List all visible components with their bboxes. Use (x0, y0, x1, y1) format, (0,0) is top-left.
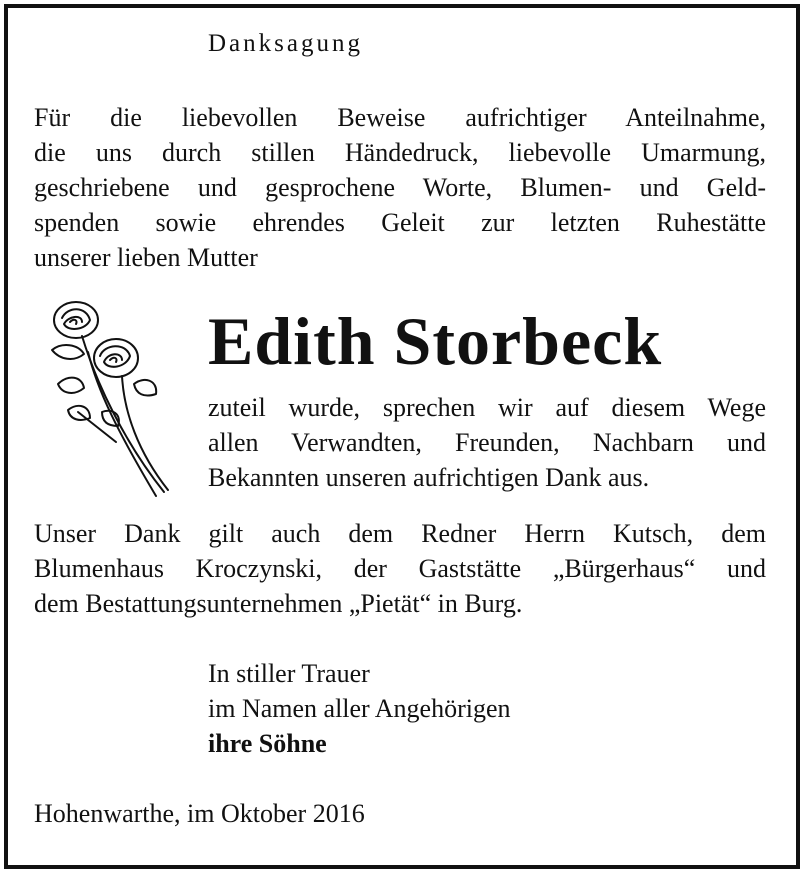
signoff (208, 656, 511, 761)
heading: Danksagung (208, 30, 363, 57)
signoff-line: In stiller Trauer (208, 659, 370, 688)
after-name-line: Bekannten unseren aufrichtigen Dank aus. (208, 463, 650, 492)
after-name-line: allen Verwandten, Freunden, Nachbarn und (208, 428, 766, 457)
intro-line: Für die liebevollen Beweise aufrichtiger Anteilnahme, (34, 103, 766, 132)
thanks-paragraph (34, 516, 766, 621)
thanks-line: dem Bestattungsunternehmen „Pietät“ in Burg. (34, 589, 523, 618)
intro-line: geschriebene und gesprochene Worte, Blumen- und Geld- (34, 173, 766, 202)
roses-icon (38, 292, 178, 502)
deceased-name: Edith Storbeck (208, 303, 663, 379)
thanks-line: Blumenhaus Kroczynski, der Gaststätte „Bürgerhaus“ und (34, 554, 766, 583)
signoff-signature: ihre Söhne (208, 729, 327, 758)
after-name-line: zuteil wurde, sprechen wir auf diesem Wege (208, 393, 766, 422)
signoff-line: im Namen aller Angehörigen (208, 694, 511, 723)
intro-paragraph (34, 100, 766, 275)
intro-line: unserer lieben Mutter (34, 243, 258, 272)
place-date: Hohenwarthe, im Oktober 2016 (34, 799, 365, 828)
after-name-paragraph (208, 390, 766, 495)
intro-line: die uns durch stillen Händedruck, liebevolle Umarmung, (34, 138, 766, 167)
thanks-line: Unser Dank gilt auch dem Redner Herrn Kutsch, dem (34, 519, 766, 548)
intro-line: spenden sowie ehrendes Geleit zur letzten Ruhestätte (34, 208, 766, 237)
